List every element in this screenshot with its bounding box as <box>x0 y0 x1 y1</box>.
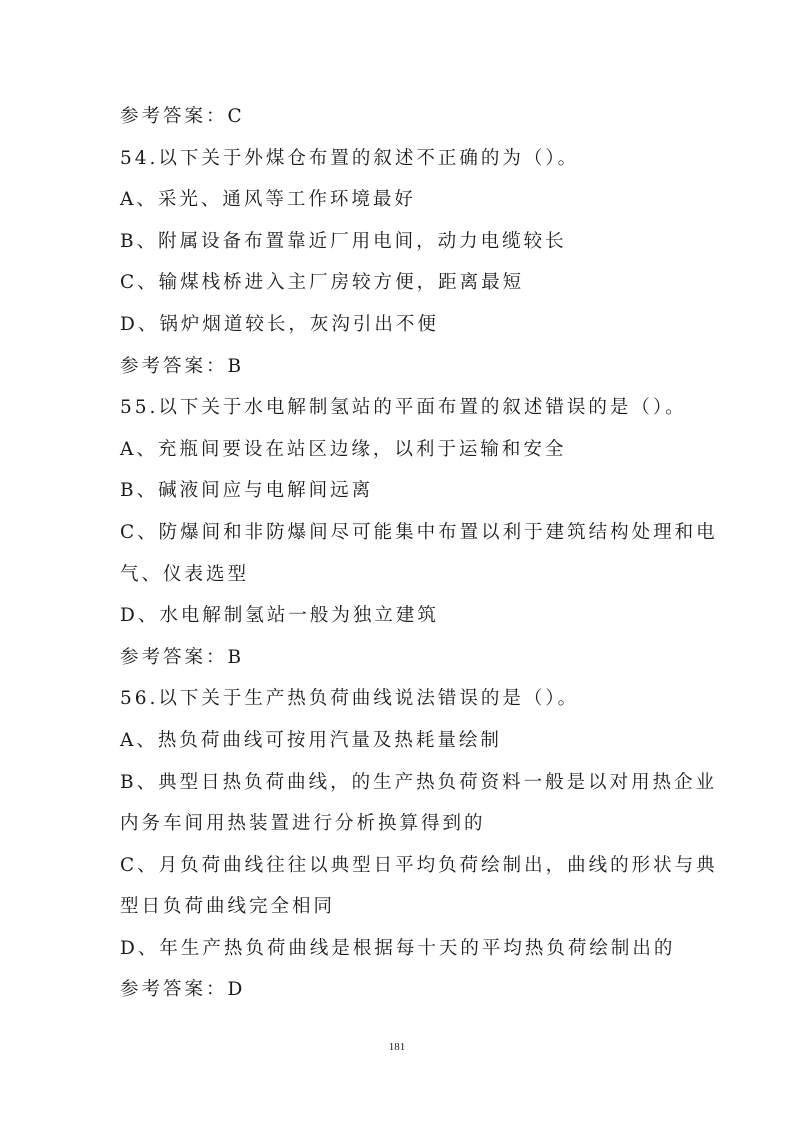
answer-line-56: 参考答案：D <box>120 979 246 1001</box>
option-54-a: A、采光、通风等工作环境最好 <box>120 189 416 211</box>
option-55-c: C、防爆间和非防爆间尽可能集中布置以利于建筑结构处理和电 <box>120 521 718 543</box>
option-56-a: A、热负荷曲线可按用汽量及热耗量绘制 <box>120 729 502 751</box>
option-55-d: D、水电解制氢站一般为独立建筑 <box>120 605 439 627</box>
option-55-b: B、碱液间应与电解间远离 <box>120 480 374 502</box>
page-number: 181 <box>388 1041 406 1053</box>
question-55: 55.以下关于水电解制氢站的平面布置的叙述错误的是（）。 <box>120 397 687 419</box>
question-56: 56.以下关于生产热负荷曲线说法错误的是（）。 <box>120 688 580 710</box>
document-body <box>120 96 718 1011</box>
option-54-d: D、锅炉烟道较长，灰沟引出不便 <box>120 313 439 335</box>
option-55-c-continued: 气、仪表选型 <box>120 563 250 585</box>
option-56-c-continued: 型日负荷曲线完全相同 <box>120 896 336 918</box>
answer-line-53: 参考答案：C <box>120 106 245 127</box>
answer-line-54: 参考答案：B <box>120 355 245 377</box>
option-56-b-continued: 内务车间用热装置进行分析换算得到的 <box>120 813 486 835</box>
answer-line-55: 参考答案：B <box>120 646 245 668</box>
option-55-a: A、充瓶间要设在站区边缘，以利于运输和安全 <box>120 438 567 460</box>
option-54-b: B、附属设备布置靠近厂用电间，动力电缆较长 <box>120 230 567 252</box>
question-54: 54.以下关于外煤仓布置的叙述不正确的为（）。 <box>120 147 580 169</box>
option-54-c: C、输煤栈桥进入主厂房较方便，距离最短 <box>120 272 525 294</box>
option-56-b: B、典型日热负荷曲线，的生产热负荷资料一般是以对用热企业 <box>120 771 718 793</box>
option-56-c: C、月负荷曲线往往以典型日平均负荷绘制出，曲线的形状与典 <box>120 854 718 876</box>
option-56-d: D、年生产热负荷曲线是根据每十天的平均热负荷绘制出的 <box>120 937 676 959</box>
